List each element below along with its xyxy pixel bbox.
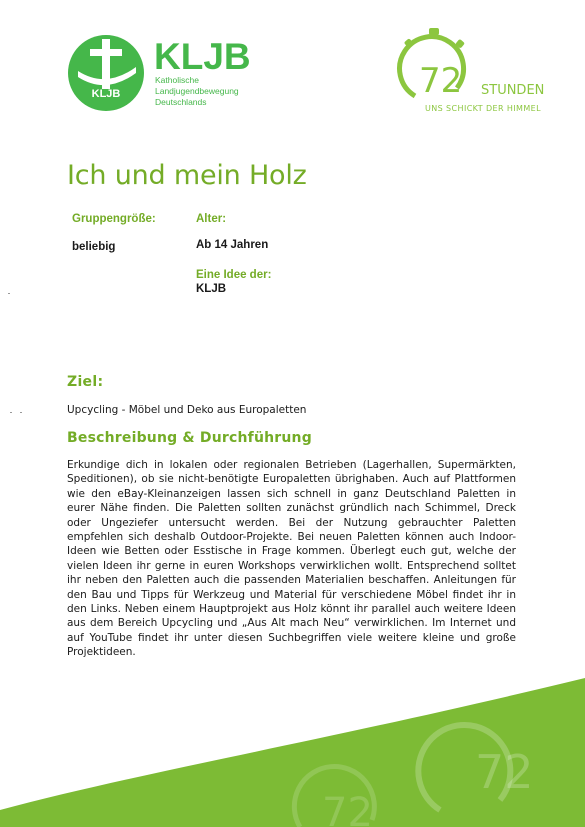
description-text: Erkundige dich in lokalen oder regionalen Betrieben (Lagerhallen, Supermärkten, Speditionen), ob sie nicht-benötigte Europaletten übrighaben. Auch auf Plattformen wie den eBay-Kleinanzeigen lassen sich schnell in ganz Deutschland Paletten in eurer Nähe finden. Die Paletten sollten zunächst gründlich nach Schimmel, Dreck oder Ungeziefer untersucht werden. Bei der Nutzung gebrauchter Paletten empfehlen sich deshalb Outdoor-Projekte. Bei neuen Paletten können auch Indoor-Ideen wie Betten oder Esstische in Frage kommen. Überlegt euch gut, welche der vielen Ideen ihr gerne in euren Workshops verwirklichen wollt. Entsprechend solltet ihr neben den Paletten auch die passenden Materialien beschaffen. Anleitungen für den Bau und Tipps für Werkzeug und Material für verschiedene Möbel findet ihr in den Links. Neben einem Hauptprojekt aus Holz könnt ihr parallel auch weitere Ideen aus dem Bereich Upcycling und „Aus Alt mach Neu“ verwirklichen. Im Internet und auf YouTube findet ihr unter diesen Suchbegriffen viele weitere kleine und große Projektideen. bbox=[67, 459, 516, 659]
idea-by-value: KLJB bbox=[196, 283, 227, 295]
margin-mark bbox=[20, 412, 22, 413]
group-size-value: beliebig bbox=[72, 241, 116, 253]
goal-text: Upcycling - Möbel und Deko aus Europaletten bbox=[67, 404, 307, 416]
margin-mark bbox=[8, 293, 10, 294]
goal-heading: Ziel: bbox=[67, 374, 104, 390]
kljb-emblem-icon bbox=[68, 35, 144, 111]
kljb-logo bbox=[66, 27, 266, 119]
age-value: Ab 14 Jahren bbox=[196, 239, 269, 251]
margin-mark bbox=[10, 412, 12, 413]
page-title: Ich und mein Holz bbox=[67, 160, 307, 191]
idea-by-label: Eine Idee der: bbox=[196, 269, 272, 281]
watermark-number-small: 72 bbox=[322, 790, 373, 827]
72-stunden-logo bbox=[395, 26, 555, 118]
age-label: Alter: bbox=[196, 213, 227, 225]
watermark-number: 72 bbox=[475, 745, 534, 799]
group-size-label: Gruppengröße: bbox=[72, 213, 156, 225]
campaign-tagline: UNS SCHICKT DER HIMMEL bbox=[425, 104, 541, 113]
kljb-wordmark: KLJB bbox=[154, 36, 251, 77]
kljb-name-line3: Deutschlands bbox=[155, 97, 207, 107]
campaign-word: STUNDEN bbox=[481, 83, 545, 98]
kljb-name-line2: Landjugendbewegung bbox=[155, 86, 239, 96]
kljb-name-line1: Katholische bbox=[155, 75, 199, 85]
kljb-emblem-text: KLJB bbox=[91, 88, 121, 100]
footer-wave bbox=[0, 660, 585, 827]
campaign-number: 72 bbox=[419, 61, 463, 101]
description-heading: Beschreibung & Durchführung bbox=[67, 430, 312, 446]
